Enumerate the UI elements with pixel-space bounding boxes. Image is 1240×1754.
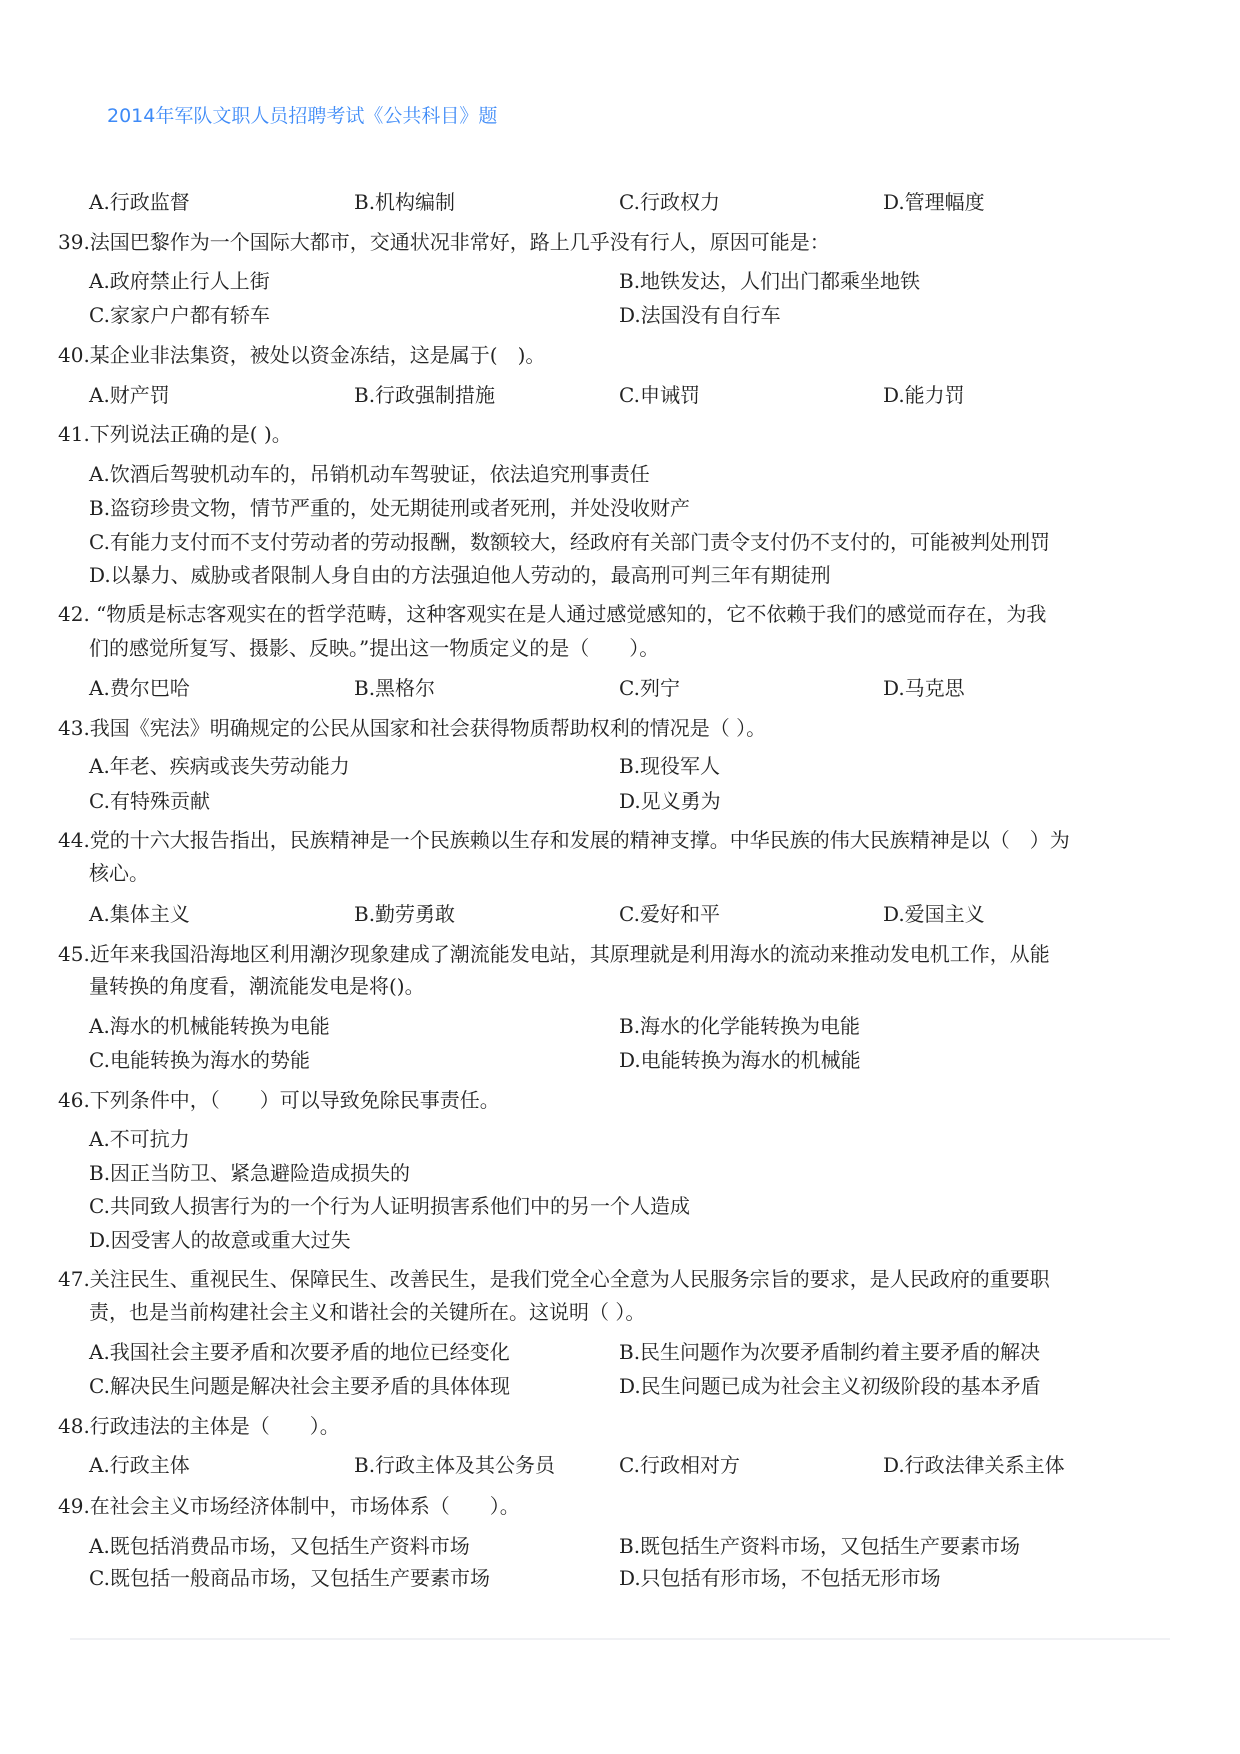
option-d: D.见义勇为	[619, 789, 721, 813]
option-b: B.现役军人	[619, 754, 721, 778]
option-d: D.电能转换为海水的机械能	[619, 1048, 861, 1072]
option-b: B.既包括生产资料市场，又包括生产要素市场	[619, 1534, 1021, 1558]
option-a: A.财产罚	[89, 383, 170, 407]
question-47-cont: 责，也是当前构建社会主义和谐社会的关键所在。这说明（ ）。	[89, 1300, 646, 1324]
footer-divider	[70, 1638, 1170, 1640]
option-a: A.行政主体	[89, 1453, 190, 1477]
option-d: D.民生问题已成为社会主义初级阶段的基本矛盾	[619, 1374, 1041, 1398]
option-b: B.盗窃珍贵文物，情节严重的，处无期徒刑或者死刑，并处没收财产	[89, 496, 691, 520]
option-c: C.解决民生问题是解决社会主要矛盾的具体体现	[89, 1374, 510, 1398]
option-d: D.管理幅度	[883, 190, 985, 214]
option-c: C.共同致人损害行为的一个行为人证明损害系他们中的另一个人造成	[89, 1194, 690, 1218]
option-d: D.马克思	[883, 676, 965, 700]
option-d: D.法国没有自行车	[619, 303, 781, 327]
question-42-cont: 们的感觉所复写、摄影、反映。”提出这一物质定义的是（ ）。	[89, 636, 660, 660]
option-d: D.行政法律关系主体	[883, 1453, 1065, 1477]
question-43: 43.我国《宪法》明确规定的公民从国家和社会获得物质帮助权利的情况是（ ）。	[58, 716, 767, 740]
option-a: A.年老、疾病或丧失劳动能力	[89, 754, 350, 778]
question-49: 49.在社会主义市场经济体制中，市场体系（ ）。	[58, 1494, 520, 1518]
option-a: A.不可抗力	[89, 1127, 190, 1151]
option-c: C.电能转换为海水的势能	[89, 1048, 310, 1072]
option-b: B.地铁发达，人们出门都乘坐地铁	[619, 269, 921, 293]
option-b: B.因正当防卫、紧急避险造成损失的	[89, 1161, 411, 1185]
option-c: C.家家户户都有轿车	[89, 303, 270, 327]
question-44-cont: 核心。	[89, 861, 149, 885]
option-c: C.列宁	[619, 676, 680, 700]
question-39: 39.法国巴黎作为一个国际大都市，交通状况非常好，路上几乎没有行人，原因可能是：	[58, 230, 830, 254]
option-a: A.我国社会主要矛盾和次要矛盾的地位已经变化	[89, 1340, 510, 1364]
option-d: D.能力罚	[883, 383, 965, 407]
option-d: D.爱国主义	[883, 902, 985, 926]
option-c: C.有特殊贡献	[89, 789, 210, 813]
option-a: A.饮酒后驾驶机动车的，吊销机动车驾驶证，依法追究刑事责任	[89, 462, 650, 486]
option-a: A.既包括消费品市场，又包括生产资料市场	[89, 1534, 470, 1558]
question-41: 41.下列说法正确的是( )。	[58, 422, 292, 446]
option-b: B.民生问题作为次要矛盾制约着主要矛盾的解决	[619, 1340, 1041, 1364]
option-b: B.行政强制措施	[354, 383, 496, 407]
option-c: C.行政权力	[619, 190, 720, 214]
option-a: A.政府禁止行人上街	[89, 269, 270, 293]
option-c: C.行政相对方	[619, 1453, 740, 1477]
option-c: C.申诫罚	[619, 383, 700, 407]
question-40: 40.某企业非法集资，被处以资金冻结，这是属于( )。	[58, 343, 546, 367]
question-46: 46.下列条件中，（ ）可以导致免除民事责任。	[58, 1088, 500, 1112]
question-42: 42. “物质是标志客观实在的哲学范畴，这种客观实在是人通过感觉感知的，它不依赖于我们的感觉而存在，为我	[58, 602, 1047, 626]
option-a: A.费尔巴哈	[89, 676, 190, 700]
option-b: B.行政主体及其公务员	[354, 1453, 556, 1477]
question-48: 48.行政违法的主体是（ ）。	[58, 1414, 340, 1438]
option-c: C.有能力支付而不支付劳动者的劳动报酬，数额较大，经政府有关部门责令支付仍不支付的，可能被判处刑罚	[89, 530, 1050, 554]
option-a: A.行政监督	[89, 190, 190, 214]
question-45: 45.近年来我国沿海地区利用潮汐现象建成了潮流能发电站，其原理就是利用海水的流动来推动发电机工作，从能	[58, 942, 1050, 966]
option-b: B.海水的化学能转换为电能	[619, 1014, 861, 1038]
option-d: D.因受害人的故意或重大过失	[89, 1228, 351, 1252]
question-44: 44.党的十六大报告指出，民族精神是一个民族赖以生存和发展的精神支撑。中华民族的伟大民族精神是以（ ）为	[58, 828, 1070, 852]
option-b: B.黑格尔	[354, 676, 436, 700]
option-b: B.机构编制	[354, 190, 456, 214]
question-45-cont: 量转换的角度看，潮流能发电是将()。	[89, 974, 425, 998]
question-47: 47.关注民生、重视民生、保障民生、改善民生，是我们党全心全意为人民服务宗旨的要求，是人民政府的重要职	[58, 1267, 1050, 1291]
option-c: C.既包括一般商品市场，又包括生产要素市场	[89, 1566, 490, 1590]
document-title: 2014年军队文职人员招聘考试《公共科目》题	[107, 105, 498, 127]
option-d: D.只包括有形市场，不包括无形市场	[619, 1566, 941, 1590]
option-a: A.集体主义	[89, 902, 190, 926]
option-c: C.爱好和平	[619, 902, 720, 926]
option-a: A.海水的机械能转换为电能	[89, 1014, 330, 1038]
option-b: B.勤劳勇敢	[354, 902, 456, 926]
option-d: D.以暴力、威胁或者限制人身自由的方法强迫他人劳动的，最高刑可判三年有期徒刑	[89, 563, 831, 587]
